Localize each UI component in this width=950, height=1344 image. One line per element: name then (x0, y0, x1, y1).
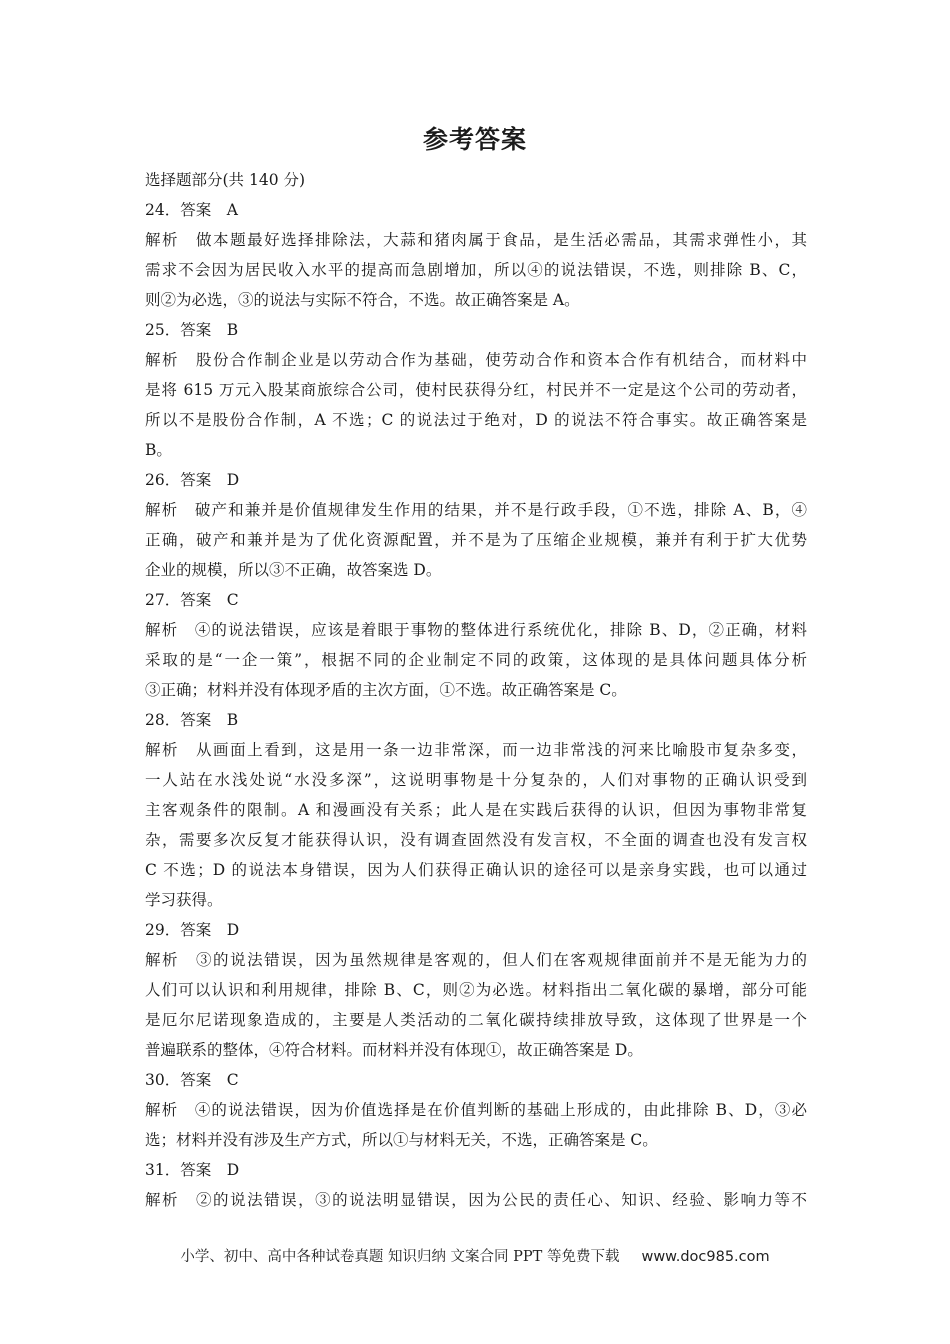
text-line: B。 (145, 441, 172, 459)
text-line: 25．答案 B (145, 321, 239, 339)
answer-content (145, 165, 807, 1215)
text-line: 则②为必选，③的说法与实际不符合，不选。故正确答案是 A。 (145, 291, 580, 309)
section-label: 选择题部分(共 140 分) (145, 171, 306, 189)
text-line: 人们可以认识和利用规律，排除 B、C，则②为必选。材料指出二氧化碳的暴增，部分可能 (145, 981, 807, 999)
text-line: 需求不会因为居民收入水平的提高而急剧增加，所以④的说法错误，不选，则排除 B、C， (145, 261, 807, 279)
text-line: ③正确；材料并没有体现矛盾的主次方面，①不选。故正确答案是 C。 (145, 681, 627, 699)
footer-site[interactable]: www.doc985.com (641, 1249, 770, 1265)
text-line: 解析 做本题最好选择排除法，大蒜和猪肉属于食品，是生活必需品，其需求弹性小，其 (145, 231, 807, 249)
text-line: 采取的是“一企一策”，根据不同的企业制定不同的政策，这体现的是具体问题具体分析 (145, 651, 807, 669)
text-line: 24．答案 A (145, 201, 238, 219)
text-line: 是厄尔尼诺现象造成的，主要是人类活动的二氧化碳持续排放导致，这体现了世界是一个 (145, 1011, 807, 1029)
text-line: 学习获得。 (145, 891, 223, 909)
text-line: 31．答案 D (145, 1161, 240, 1179)
text-line: 解析 ②的说法错误，③的说法明显错误，因为公民的责任心、知识、经验、影响力等不 (145, 1191, 807, 1209)
text-line: 普遍联系的整体，④符合材料。而材料并没有体现①，故正确答案是 D。 (145, 1041, 643, 1059)
text-line: 29．答案 D (145, 921, 240, 939)
text-line: 主客观条件的限制。A 和漫画没有关系；此人是在实践后获得的认识，但因为事物非常复 (145, 801, 807, 819)
text-line: 选；材料并没有涉及生产方式，所以①与材料无关，不选，正确答案是 C。 (145, 1131, 658, 1149)
text-line: 企业的规模，所以③不正确，故答案选 D。 (145, 561, 442, 579)
text-line: 解析 ③的说法错误，因为虽然规律是客观的，但人们在客观规律面前并不是无能为力的 (145, 951, 807, 969)
text-line: 所以不是股份合作制，A 不选；C 的说法过于绝对，D 的说法不符合事实。故正确答案是 (145, 411, 807, 429)
footer (0, 1245, 950, 1266)
text-line: 正确，破产和兼并是为了优化资源配置，并不是为了压缩企业规模，兼并有利于扩大优势 (145, 531, 807, 549)
footer-text: 小学、初中、高中各种试卷真题 知识归纳 文案合同 PPT 等免费下载 (180, 1249, 620, 1265)
text-line: 解析 股份合作制企业是以劳动合作为基础，使劳动合作和资本合作有机结合，而材料中 (145, 351, 807, 369)
text-line: 30．答案 C (145, 1071, 239, 1089)
text-line: 26．答案 D (145, 471, 240, 489)
text-line: 杂，需要多次反复才能获得认识，没有调查固然没有发言权，不全面的调查也没有发言权 (145, 831, 807, 849)
page-title: 参考答案 (422, 125, 527, 154)
text-line: 解析 破产和兼并是价值规律发生作用的结果，并不是行政手段，①不选，排除 A、B，④ (145, 501, 807, 519)
text-line: 28．答案 B (145, 711, 239, 729)
answer-lines (145, 195, 807, 1215)
text-line: 解析 从画面上看到，这是用一条一边非常深，而一边非常浅的河来比喻股市复杂多变， (145, 741, 807, 759)
text-line: 是将 615 万元入股某商旅综合公司，使村民获得分红，村民并不一定是这个公司的劳动者， (145, 381, 807, 399)
text-line: 解析 ④的说法错误，应该是着眼于事物的整体进行系统优化，排除 B、D，②正确，材料 (145, 621, 807, 639)
text-line: 一人站在水浅处说“水没多深”，这说明事物是十分复杂的，人们对事物的正确认识受到 (145, 771, 807, 789)
text-line: 解析 ④的说法错误，因为价值选择是在价值判断的基础上形成的，由此排除 B、D，③必 (145, 1101, 807, 1119)
text-line: C 不选；D 的说法本身错误，因为人们获得正确认识的途径可以是亲身实践，也可以通过 (145, 861, 807, 879)
text-line: 27．答案 C (145, 591, 239, 609)
